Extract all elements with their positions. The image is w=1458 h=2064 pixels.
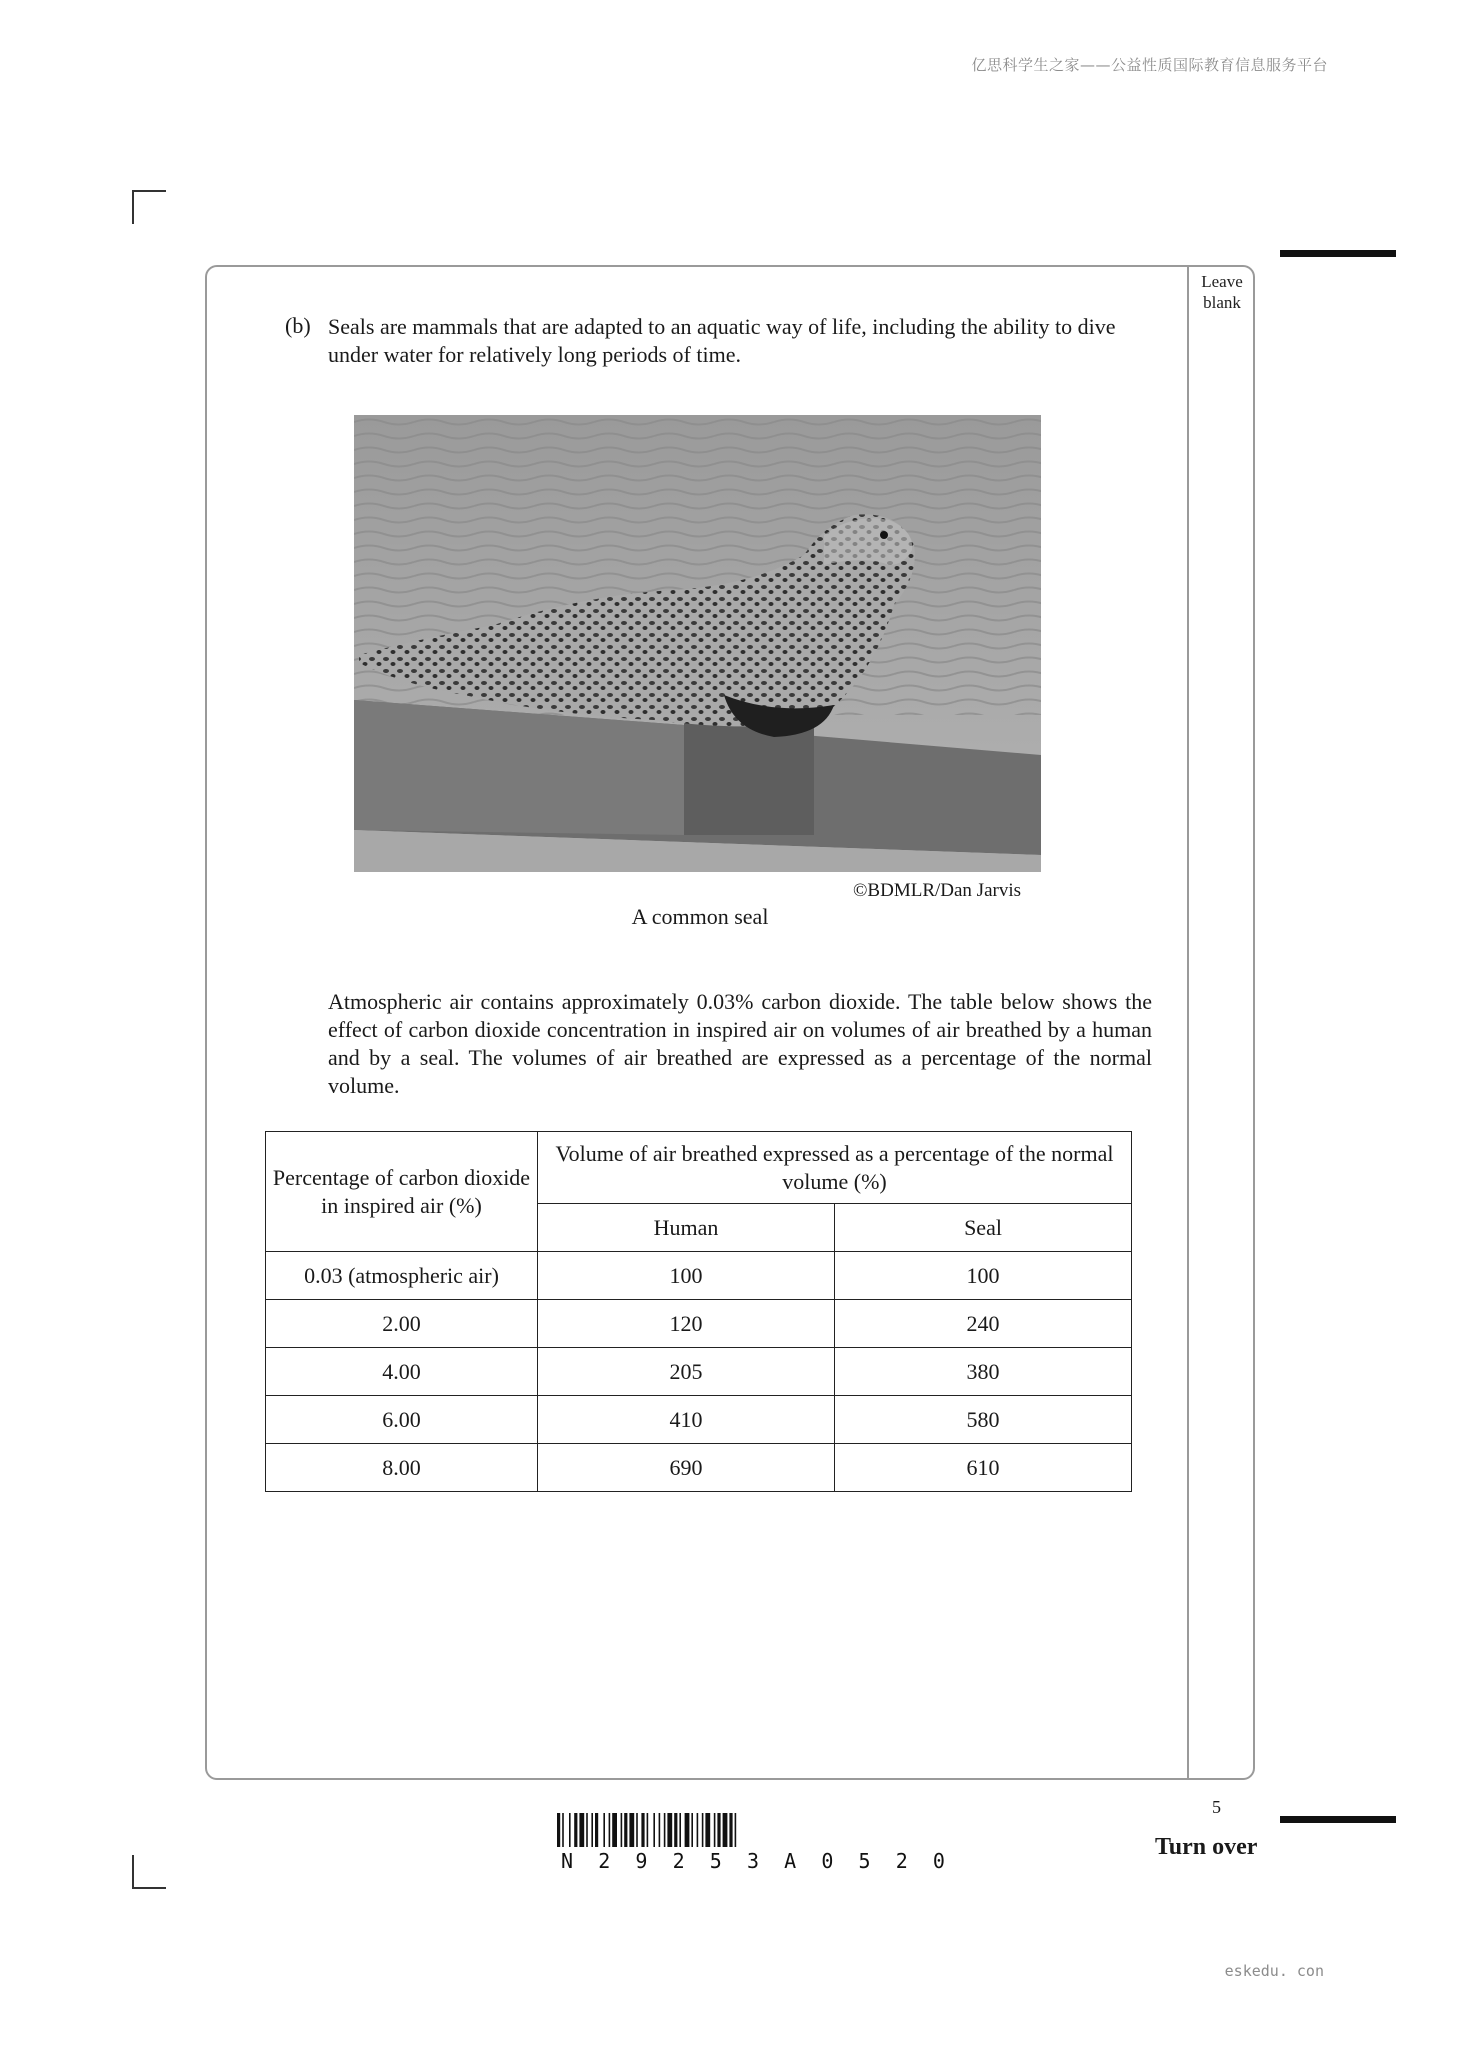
cell-human: 100: [538, 1252, 835, 1300]
page-number: 5: [1212, 1797, 1221, 1817]
cell-human: 690: [538, 1444, 835, 1492]
cell-co2: 8.00: [266, 1444, 538, 1492]
cell-human: 205: [538, 1348, 835, 1396]
barcode-char: 2: [672, 1849, 685, 1873]
registration-bar-bottom: [1280, 1816, 1396, 1823]
question-text: Seals are mammals that are adapted to an aquatic way of life, including the ability to dive under water for relatively long periods of time.: [328, 314, 1116, 367]
barcode-char: A: [784, 1849, 797, 1873]
sub-header-human: Human: [538, 1204, 835, 1252]
barcode-char: 0: [932, 1849, 945, 1873]
barcode-char: 3: [746, 1849, 759, 1873]
table-row: [266, 1300, 1132, 1348]
leave-blank-label: Leave blank: [1201, 272, 1243, 312]
cell-co2: 2.00: [266, 1300, 538, 1348]
barcode-char: N: [561, 1849, 574, 1873]
cell-seal: 240: [835, 1300, 1132, 1348]
barcode-char: 2: [598, 1849, 611, 1873]
margin-divider: [1187, 265, 1189, 1780]
photo-caption: A common seal: [631, 904, 769, 929]
cell-co2: 6.00: [266, 1396, 538, 1444]
barcode-char: 5: [709, 1849, 722, 1873]
cell-seal: 100: [835, 1252, 1132, 1300]
col-header-co2: Percentage of carbon dioxide in inspired air (%): [266, 1132, 538, 1252]
cell-co2: 4.00: [266, 1348, 538, 1396]
barcode-char: 5: [858, 1849, 871, 1873]
photo-credit: ©BDMLR/Dan Jarvis: [853, 880, 1022, 901]
registration-bar-top: [1280, 250, 1396, 257]
crop-mark-top-left: [132, 190, 166, 224]
cell-human: 120: [538, 1300, 835, 1348]
co2-volume-table: [265, 1131, 1132, 1492]
cell-co2: 0.03 (atmospheric air): [266, 1252, 538, 1300]
barcode-char: 9: [635, 1849, 648, 1873]
cell-seal: 580: [835, 1396, 1132, 1444]
table-row: [266, 1396, 1132, 1444]
intro-paragraph: Atmospheric air contains approximately 0.03% carbon dioxide. The table below shows the effect of carbon dioxide concentration in inspired air on volumes of air breathed by a human and by a seal. The volumes of air breathed are expressed as a percentage of the normal volume.: [328, 989, 1152, 1098]
barcode-number: [553, 1849, 953, 1873]
turn-over-label: Turn over: [1155, 1834, 1258, 1860]
table-row: [266, 1348, 1132, 1396]
seal-photo: [354, 415, 1041, 872]
sub-header-seal: Seal: [835, 1204, 1132, 1252]
barcode-char: 2: [895, 1849, 908, 1873]
table-row: [266, 1444, 1132, 1492]
col-header-volume: Volume of air breathed expressed as a percentage of the normal volume (%): [538, 1132, 1132, 1204]
cell-seal: 610: [835, 1444, 1132, 1492]
crop-mark-bottom-left: [132, 1855, 166, 1889]
barcode-char: 0: [821, 1849, 834, 1873]
cell-seal: 380: [835, 1348, 1132, 1396]
watermark-text: 亿思科学生之家——公益性质国际教育信息服务平台: [971, 56, 1328, 74]
question-label: (b): [285, 313, 311, 338]
footer-site-mark: eskedu. con: [1224, 1962, 1324, 1980]
table-row: [266, 1252, 1132, 1300]
cell-human: 410: [538, 1396, 835, 1444]
